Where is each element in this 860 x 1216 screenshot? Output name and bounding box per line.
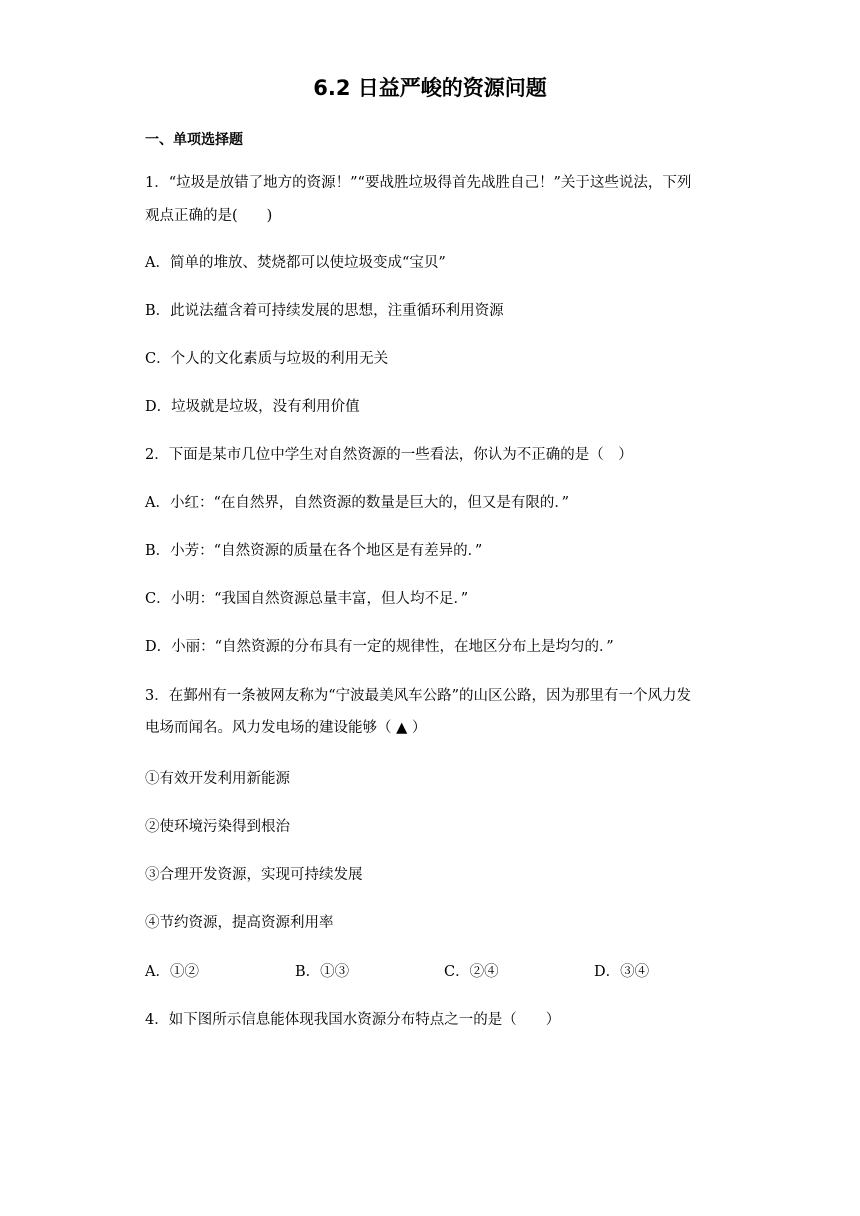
question-1-text-line-2: 观点正确的是( ) [145,208,273,224]
question-3-text-line-2: 电场而闻名。风力发电场的建设能够（ ▲ ） [145,720,427,736]
question-2-option-c: C．小明：“我国自然资源总量丰富，但人均不足．” [145,591,469,607]
question-4-text: 4．如下图所示信息能体现我国水资源分布特点之一的是（ ） [145,1012,561,1028]
question-2-option-d: D．小丽：“自然资源的分布具有一定的规律性，在地区分布上是均匀的．” [145,639,614,655]
question-2-text: 2．下面是某市几位中学生对自然资源的一些看法，你认为不正确的是（ ） [145,447,633,463]
question-1-option-c: C．个人的文化素质与垃圾的利用无关 [145,351,389,367]
question-3-option-c: C．②④ [444,964,499,980]
question-3-statement-4: ④节约资源，提高资源利用率 [145,915,334,931]
document-title: 6.2 日益严峻的资源问题 [313,76,547,100]
section-heading: 一、单项选择题 [145,132,243,148]
question-2-option-b: B．小芳：“自然资源的质量在各个地区是有差异的．” [145,543,483,559]
question-1-option-b: B．此说法蕴含着可持续发展的思想，注重循环利用资源 [145,303,504,319]
question-3-option-d: D．③④ [594,964,650,980]
question-1-option-a: A．简单的堆放、焚烧都可以使垃圾变成“宝贝” [145,255,446,271]
question-3-statement-2: ②使环境污染得到根治 [145,819,290,835]
question-3-option-b: B．①③ [295,964,350,980]
question-3-statement-3: ③合理开发资源，实现可持续发展 [145,867,363,883]
question-1-text-line-1: 1．“垃圾是放错了地方的资源！”“要战胜垃圾得首先战胜自己！”关于这些说法，下列 [145,175,692,191]
question-3-statement-1: ①有效开发利用新能源 [145,771,290,787]
question-3-option-a: A．①② [145,964,199,980]
question-3-text-line-1: 3．在鄞州有一条被网友称为“宁波最美风车公路”的山区公路，因为那里有一个风力发 [145,688,692,704]
question-2-option-a: A．小红：“在自然界，自然资源的数量是巨大的，但又是有限的．” [145,495,570,511]
question-1-option-d: D．垃圾就是垃圾，没有利用价值 [145,399,360,415]
